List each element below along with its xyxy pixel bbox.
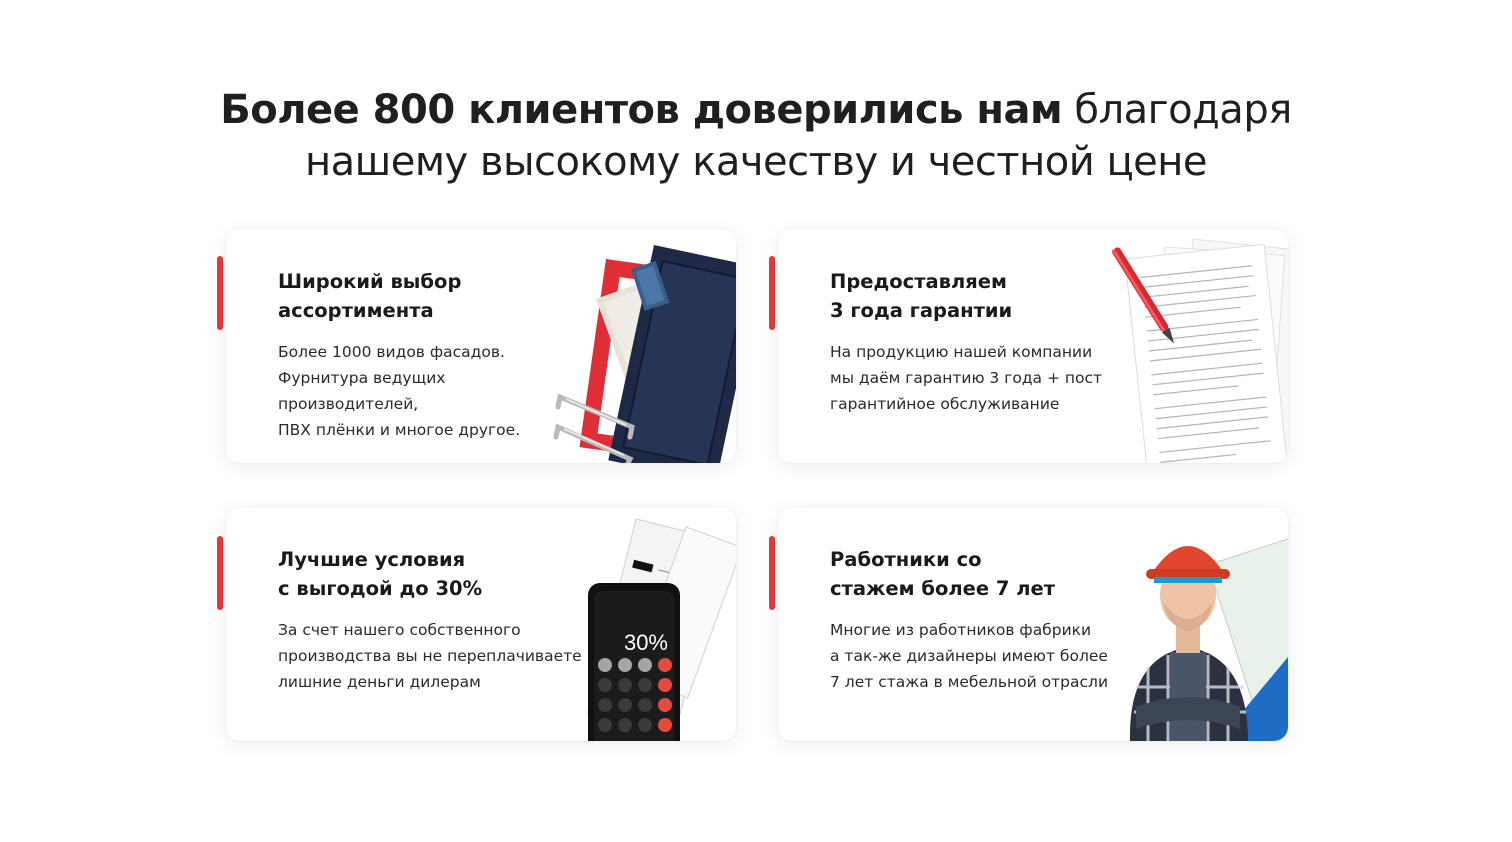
card-text: За счет нашего собственного производства вы не переплачиваете лишние деньги дилерам [278,621,582,691]
card-accent-bar [769,256,775,330]
card-text: Более 1000 видов фасадов. Фурнитура ведущих производителей, ПВХ плёнки и многое другое. [278,343,521,439]
feature-card-warranty [778,229,1288,463]
card-title: Предоставляем 3 года гарантии [830,270,1013,322]
page-headline [0,84,1512,188]
feature-card-experience [778,507,1288,741]
facades-icon [536,229,736,463]
card-accent-bar [769,536,775,610]
worker-icon [1088,507,1288,741]
calculator-display: 30% [623,630,668,655]
headline-bold: Более 800 клиентов доверились нам [220,87,1063,133]
card-text: На продукцию нашей компании мы даём гарантию 3 года + пост гарантийное обслуживание [830,343,1103,413]
card-accent-bar [217,536,223,610]
feature-card-assortment [226,229,736,463]
card-title: Широкий выбор ассортимента [278,270,462,322]
card-title: Лучшие условия с выгодой до 30% [278,548,483,600]
card-title: Работники со стажем более 7 лет [830,548,1056,600]
headline-rest: благодаря [1062,87,1292,133]
card-accent-bar [217,256,223,330]
contract-documents-icon [1058,229,1288,463]
calculator-phone-icon [536,507,736,741]
feature-card-pricing [226,507,736,741]
headline-line2: нашему высокому качеству и честной цене [304,139,1208,185]
card-text: Многие из работников фабрики а так-же дизайнеры имеют более 7 лет стажа в мебельной отрасли [830,621,1109,691]
